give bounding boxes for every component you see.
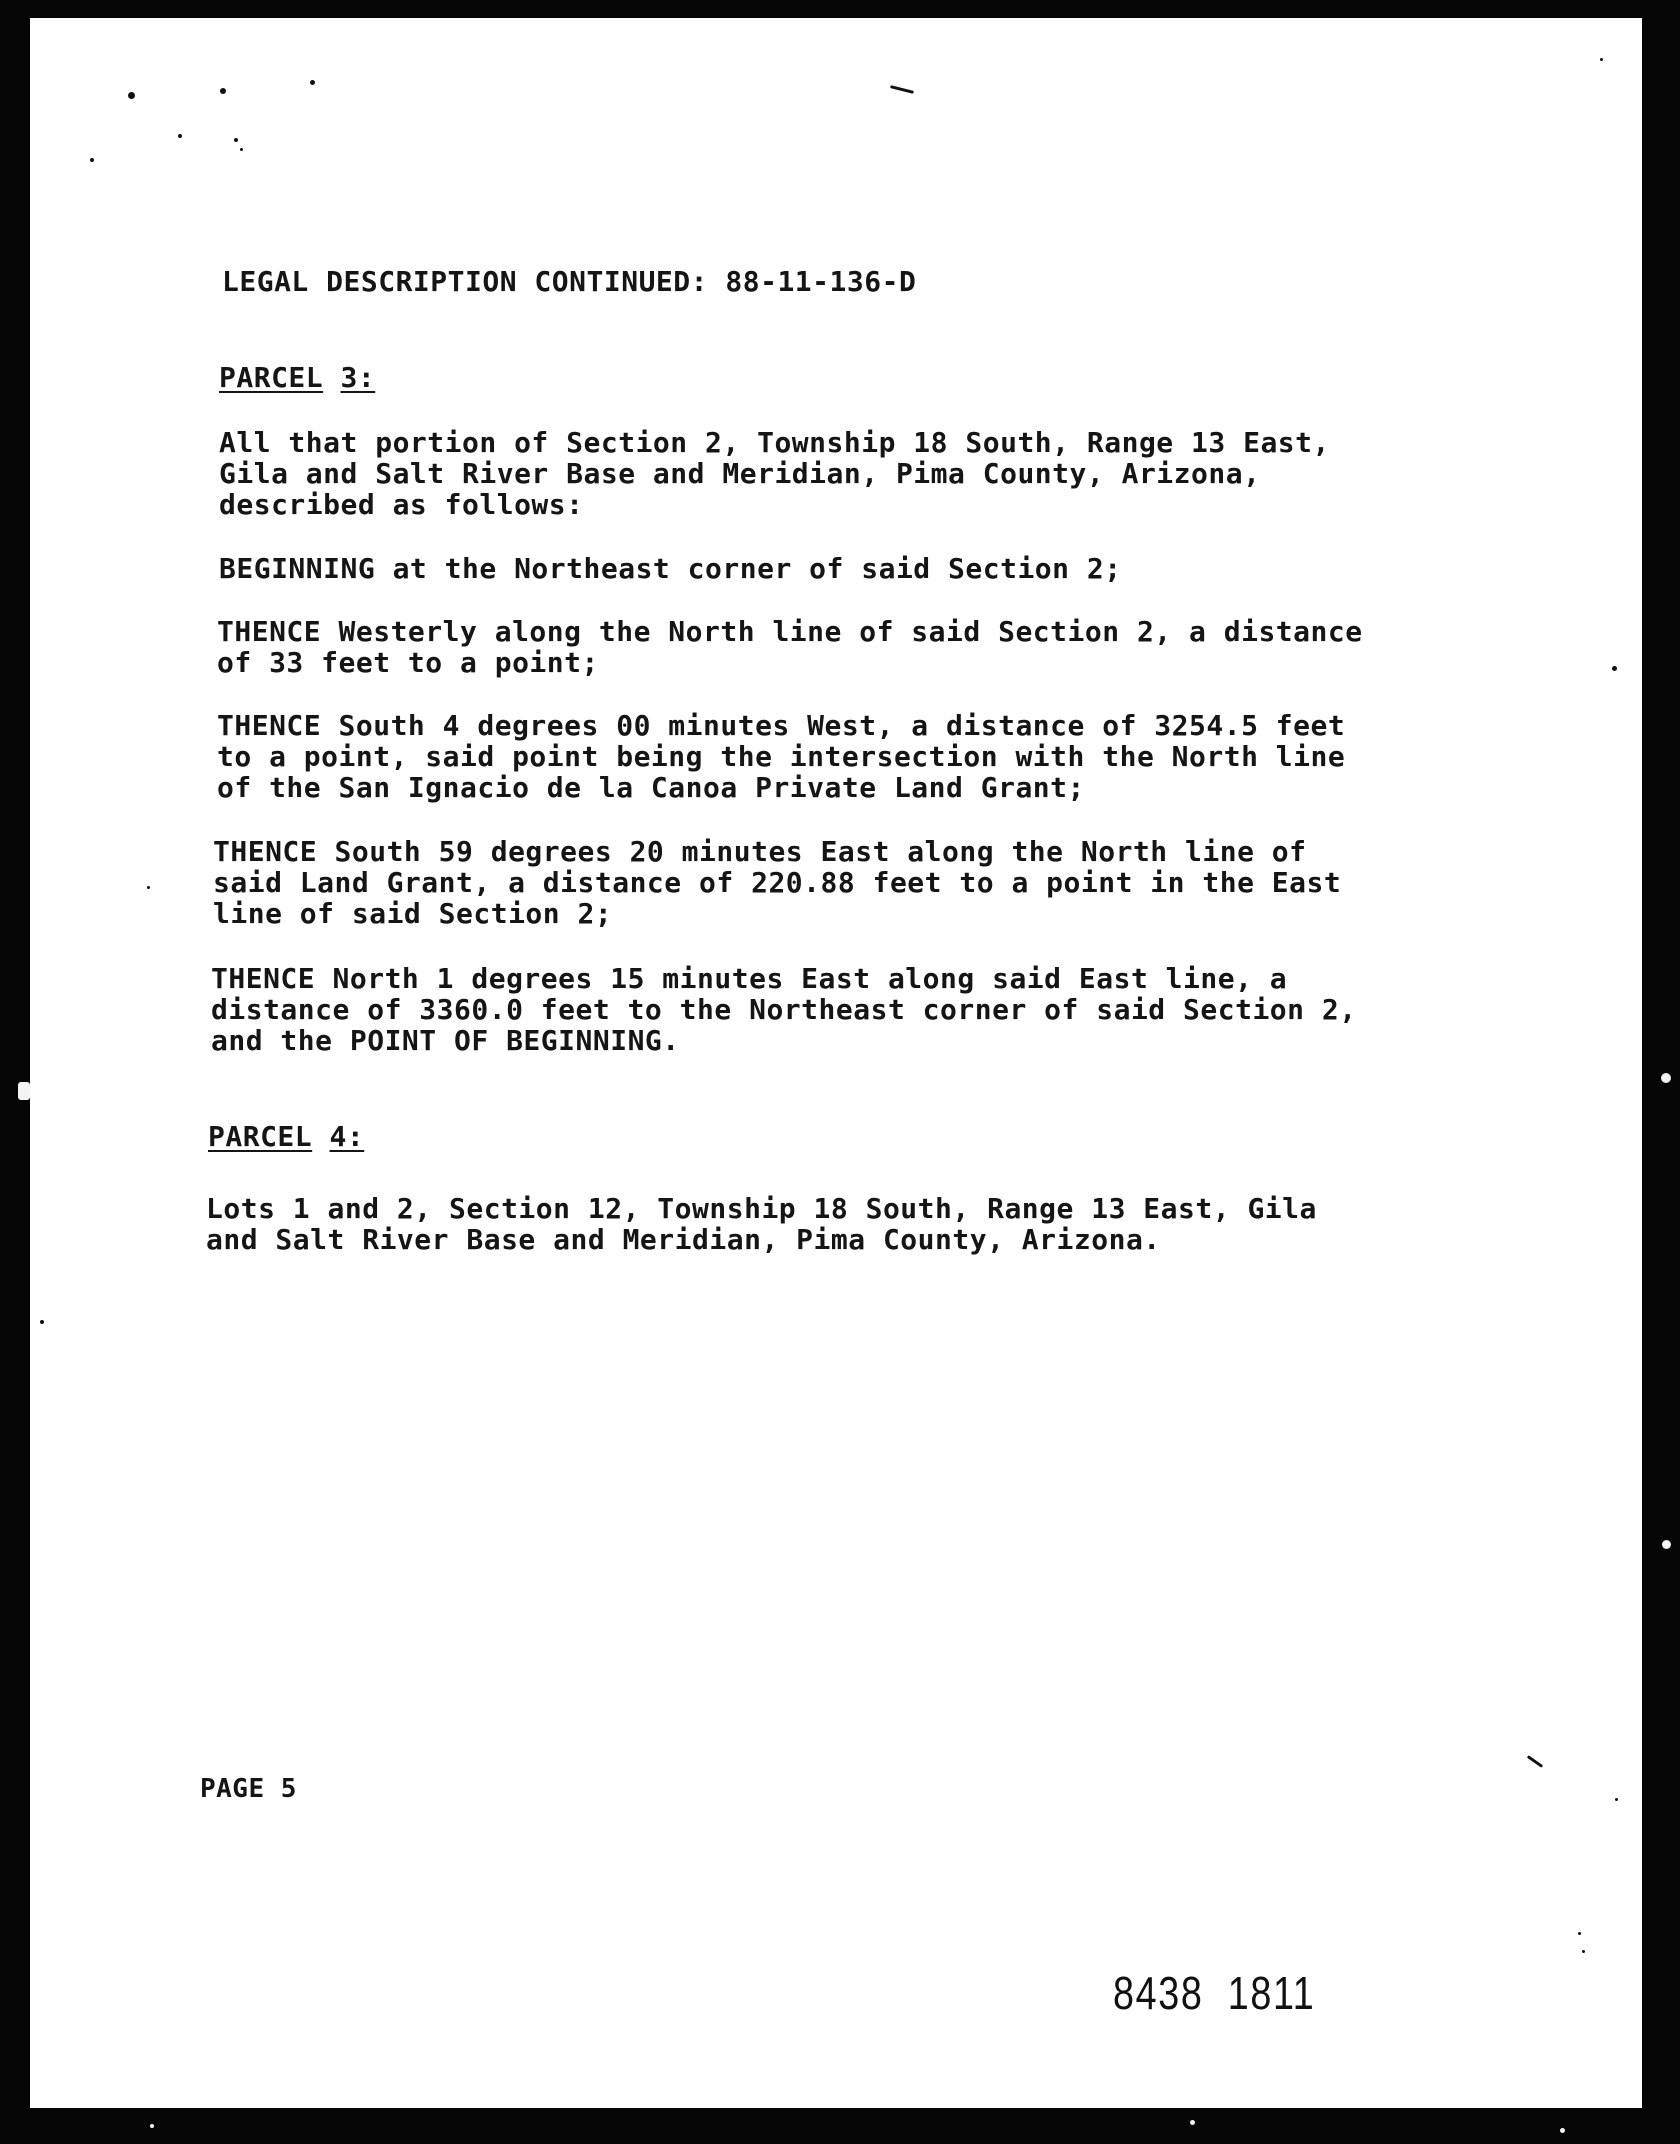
parcel-3-paragraph: THENCE Westerly along the North line of said Section 2, a distance of 33 feet to a point; — [217, 615, 1363, 679]
parcel-3-paragraph: All that portion of Section 2, Township 18 South, Range 13 East, Gila and Salt River Base and Meridian, Pima County, Arizona, described as follows: — [219, 426, 1330, 521]
scan-speck — [128, 92, 135, 99]
scan-speck — [1661, 1073, 1671, 1083]
scan-speck — [90, 158, 94, 162]
parcel-4-heading — [208, 1121, 364, 1152]
scan-speck — [1560, 2128, 1565, 2133]
parcel-3-paragraph: BEGINNING at the Northeast corner of said Section 2; — [219, 552, 1122, 585]
document-header: LEGAL DESCRIPTION CONTINUED: 88-11-136-D — [222, 265, 917, 298]
scan-speck — [147, 886, 150, 889]
scan-speck — [1527, 1755, 1543, 1768]
scan-speck — [220, 88, 226, 94]
parcel-4-paragraph: Lots 1 and 2, Section 12, Township 18 South, Range 13 East, Gila and Salt River Base and Meridian, Pima County, Arizona. — [206, 1192, 1317, 1256]
document-stamp-number: 8438 1811 — [1113, 1967, 1316, 2019]
parcel-3-paragraph: THENCE South 59 degrees 20 minutes East along the North line of said Land Grant, a distance of 220.88 feet to a point in the East line of said Section 2; — [213, 835, 1342, 930]
scan-speck — [1612, 666, 1617, 671]
scan-speck — [234, 138, 238, 142]
parcel-3-heading — [219, 362, 375, 393]
parcel-3-heading-number: 3: — [340, 361, 376, 394]
parcel-4-heading-label: PARCEL — [208, 1120, 313, 1153]
parcel-3-paragraph: THENCE North 1 degrees 15 minutes East along said East line, a distance of 3360.0 feet to the Northeast corner of said Section 2, and the POINT OF BEGINNING. — [211, 962, 1357, 1057]
scan-speck — [40, 1320, 44, 1324]
parcel-3-heading-label: PARCEL — [219, 361, 324, 394]
parcel-4-heading-number: 4: — [329, 1120, 365, 1153]
scan-speck — [1582, 1950, 1585, 1953]
scan-speck — [150, 2124, 154, 2128]
scan-speck — [890, 85, 914, 94]
parcel-3-paragraph: THENCE South 4 degrees 00 minutes West, a distance of 3254.5 feet to a point, said point being the intersection with the North line of the San Ignacio de la Canoa Private Land Grant; — [217, 709, 1346, 804]
scan-speck — [178, 134, 182, 138]
page-label: PAGE 5 — [200, 1774, 297, 1804]
scan-speck — [1190, 2120, 1195, 2125]
scan-speck — [1600, 58, 1603, 61]
scan-speck — [240, 148, 243, 151]
document-page — [30, 18, 1642, 2108]
scan-speck — [310, 80, 315, 85]
scan-speck — [1662, 1540, 1671, 1549]
scan-speck — [1578, 1932, 1581, 1935]
scan-speck — [18, 1082, 30, 1100]
scan-speck — [1615, 1798, 1618, 1801]
